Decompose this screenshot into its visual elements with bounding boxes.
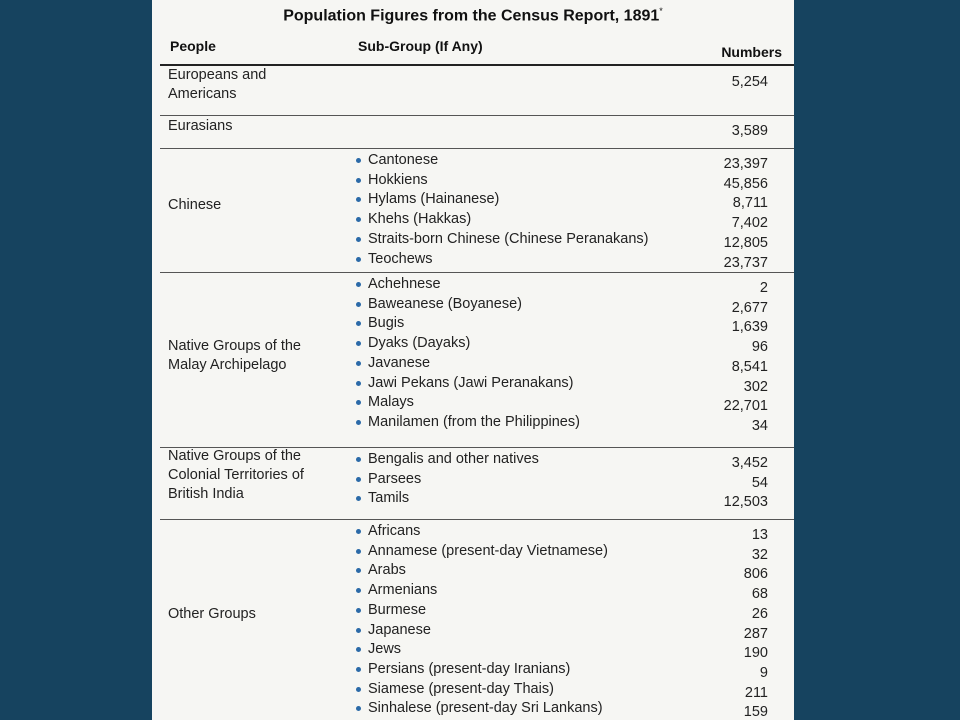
sub-group-name: Bengalis and other natives [368,451,539,467]
sub-group-name: Tamils [368,490,410,507]
bullet-icon [356,568,361,573]
bullet-icon [356,529,361,534]
sub-group-number: 22,701 [723,398,768,415]
sub-group-name: Teochews [368,250,433,267]
group-3 [160,272,794,448]
sub-group-number: 23,397 [723,156,768,172]
sub-group-name: Parsees [368,470,422,487]
sub-group-number: 287 [743,625,768,642]
sub-group-name: Persians (present-day Iranians) [368,660,571,677]
sub-group-name: Javanese [368,354,431,371]
sub-group-name: Dyaks (Dayaks) [368,335,471,352]
table-row [160,334,794,354]
bullet-icon [356,361,361,366]
bullet-icon [356,496,361,501]
sub-group-name: Sinhalese (present-day Sri Lankans) [368,700,603,717]
sub-group-name: Jawi Pekans (Jawi Peranakans) [368,374,574,391]
table-row [160,581,794,601]
group-5 [160,519,794,720]
bullet-icon [356,457,361,462]
sub-group-name: Achehnese [368,276,441,292]
sub-group-number: 13 [751,527,768,543]
table-row [160,413,794,433]
bullet-icon [356,158,361,163]
sub-group-name: Straits-born Chinese (Chinese Peranakans) [368,230,649,247]
group-0 [160,66,794,116]
sub-group-name: Bugis [368,315,405,332]
table-row [160,561,794,581]
sub-group-number: 96 [751,339,768,356]
table-row [160,640,794,660]
census-page [152,0,794,720]
sub-group-number: 7,402 [731,215,768,232]
bullet-icon [356,687,361,692]
sub-group-number: 302 [743,378,768,395]
sub-group-name: Japanese [368,621,431,638]
bullet-icon [356,341,361,346]
sub-group-name: Annamese (present-day Vietnamese) [368,542,608,559]
table-row [160,250,794,270]
table-row [160,295,794,315]
sub-group-number: 12,805 [723,234,768,251]
sub-group-number: 2 [759,280,768,296]
bullet-icon [356,282,361,287]
bullet-icon [356,549,361,554]
bullet-icon [356,197,361,202]
bullet-icon [356,477,361,482]
sub-group-name: Africans [368,523,421,539]
group-number: 5,254 [731,74,768,90]
bullet-icon [356,667,361,672]
table-row [160,601,794,621]
sub-group-name: Jews [368,641,402,658]
table-row [160,621,794,641]
sub-group-number: 23,737 [723,254,768,271]
bullet-icon [356,706,361,711]
bullet-icon [356,400,361,405]
table-row [160,275,794,295]
sub-group-number: 54 [751,474,768,491]
table-row [160,660,794,680]
sub-group-number: 12,503 [723,494,768,511]
sub-group-number: 211 [744,684,768,701]
bullet-icon [356,588,361,593]
header-sub-group: Sub-Group (If Any) [358,38,483,54]
table-row [160,190,794,210]
page-title [152,6,794,25]
sub-group-number: 68 [751,586,768,603]
sub-group-number: 8,541 [731,358,768,375]
bullet-icon [356,237,361,242]
group-2 [160,148,794,273]
table-row [160,393,794,413]
title-text: Population Figures from the Census Report, 1891 [283,7,660,25]
table-row [160,230,794,250]
sub-group-number: 45,856 [723,175,768,192]
sub-group-number: 26 [751,605,768,622]
sub-group-number: 159 [743,704,768,720]
people-label: Native Groups of the Malay Archipelago [168,338,301,373]
sub-group-name: Khehs (Hakkas) [368,211,472,228]
header-numbers: Numbers [721,44,782,60]
sub-group-name: Malays [368,394,414,411]
sub-group-name: Arabs [368,562,406,579]
bullet-icon [356,217,361,222]
table-row [160,489,794,509]
people-label: Chinese [168,197,222,213]
table-row [160,374,794,394]
bullet-icon [356,178,361,183]
sub-group-number: 8,711 [732,195,768,212]
people-label: Europeans and Americans [168,67,267,102]
table-row [160,314,794,334]
sub-group-number: 32 [751,546,768,563]
sub-group-number: 34 [751,417,768,434]
sub-group-name: Siamese (present-day Thais) [368,680,554,697]
table-row [160,210,794,230]
sub-group-name: Hylams (Hainanese) [368,191,500,208]
table-row [160,450,794,470]
people-label: Eurasians [168,118,233,134]
sub-group-name: Baweanese (Boyanese) [368,295,522,312]
people-label: Other Groups [168,606,256,622]
sub-group-number: 1,639 [731,319,768,336]
group-number: 3,589 [731,123,768,139]
bullet-icon [356,302,361,307]
group-4 [160,447,794,520]
table-row [160,470,794,490]
bullet-icon [356,257,361,262]
bullet-icon [356,420,361,425]
table-row [160,542,794,562]
group-1 [160,115,794,149]
table-row [160,522,794,542]
bullet-icon [356,608,361,613]
people-label: Native Groups of the Colonial Territories of British India [168,448,304,502]
title-footnote-mark: * [659,6,663,16]
sub-group-name: Hokkiens [368,171,428,188]
table-row [160,680,794,700]
sub-group-number: 190 [743,645,768,662]
table-row [160,151,794,171]
sub-group-number: 3,452 [731,455,768,471]
bullet-icon [356,647,361,652]
table-row [160,354,794,374]
table-row [160,699,794,719]
bullet-icon [356,381,361,386]
sub-group-number: 806 [743,566,768,583]
header-people: People [170,38,216,54]
sub-group-name: Burmese [368,601,427,618]
table-row [160,171,794,191]
sub-group-number: 2,677 [731,299,768,316]
sub-group-name: Cantonese [368,152,439,168]
sub-group-name: Armenians [368,582,438,599]
bullet-icon [356,628,361,633]
sub-group-number: 9 [759,664,768,681]
bullet-icon [356,321,361,326]
sub-group-name: Manilamen (from the Philippines) [368,413,580,430]
